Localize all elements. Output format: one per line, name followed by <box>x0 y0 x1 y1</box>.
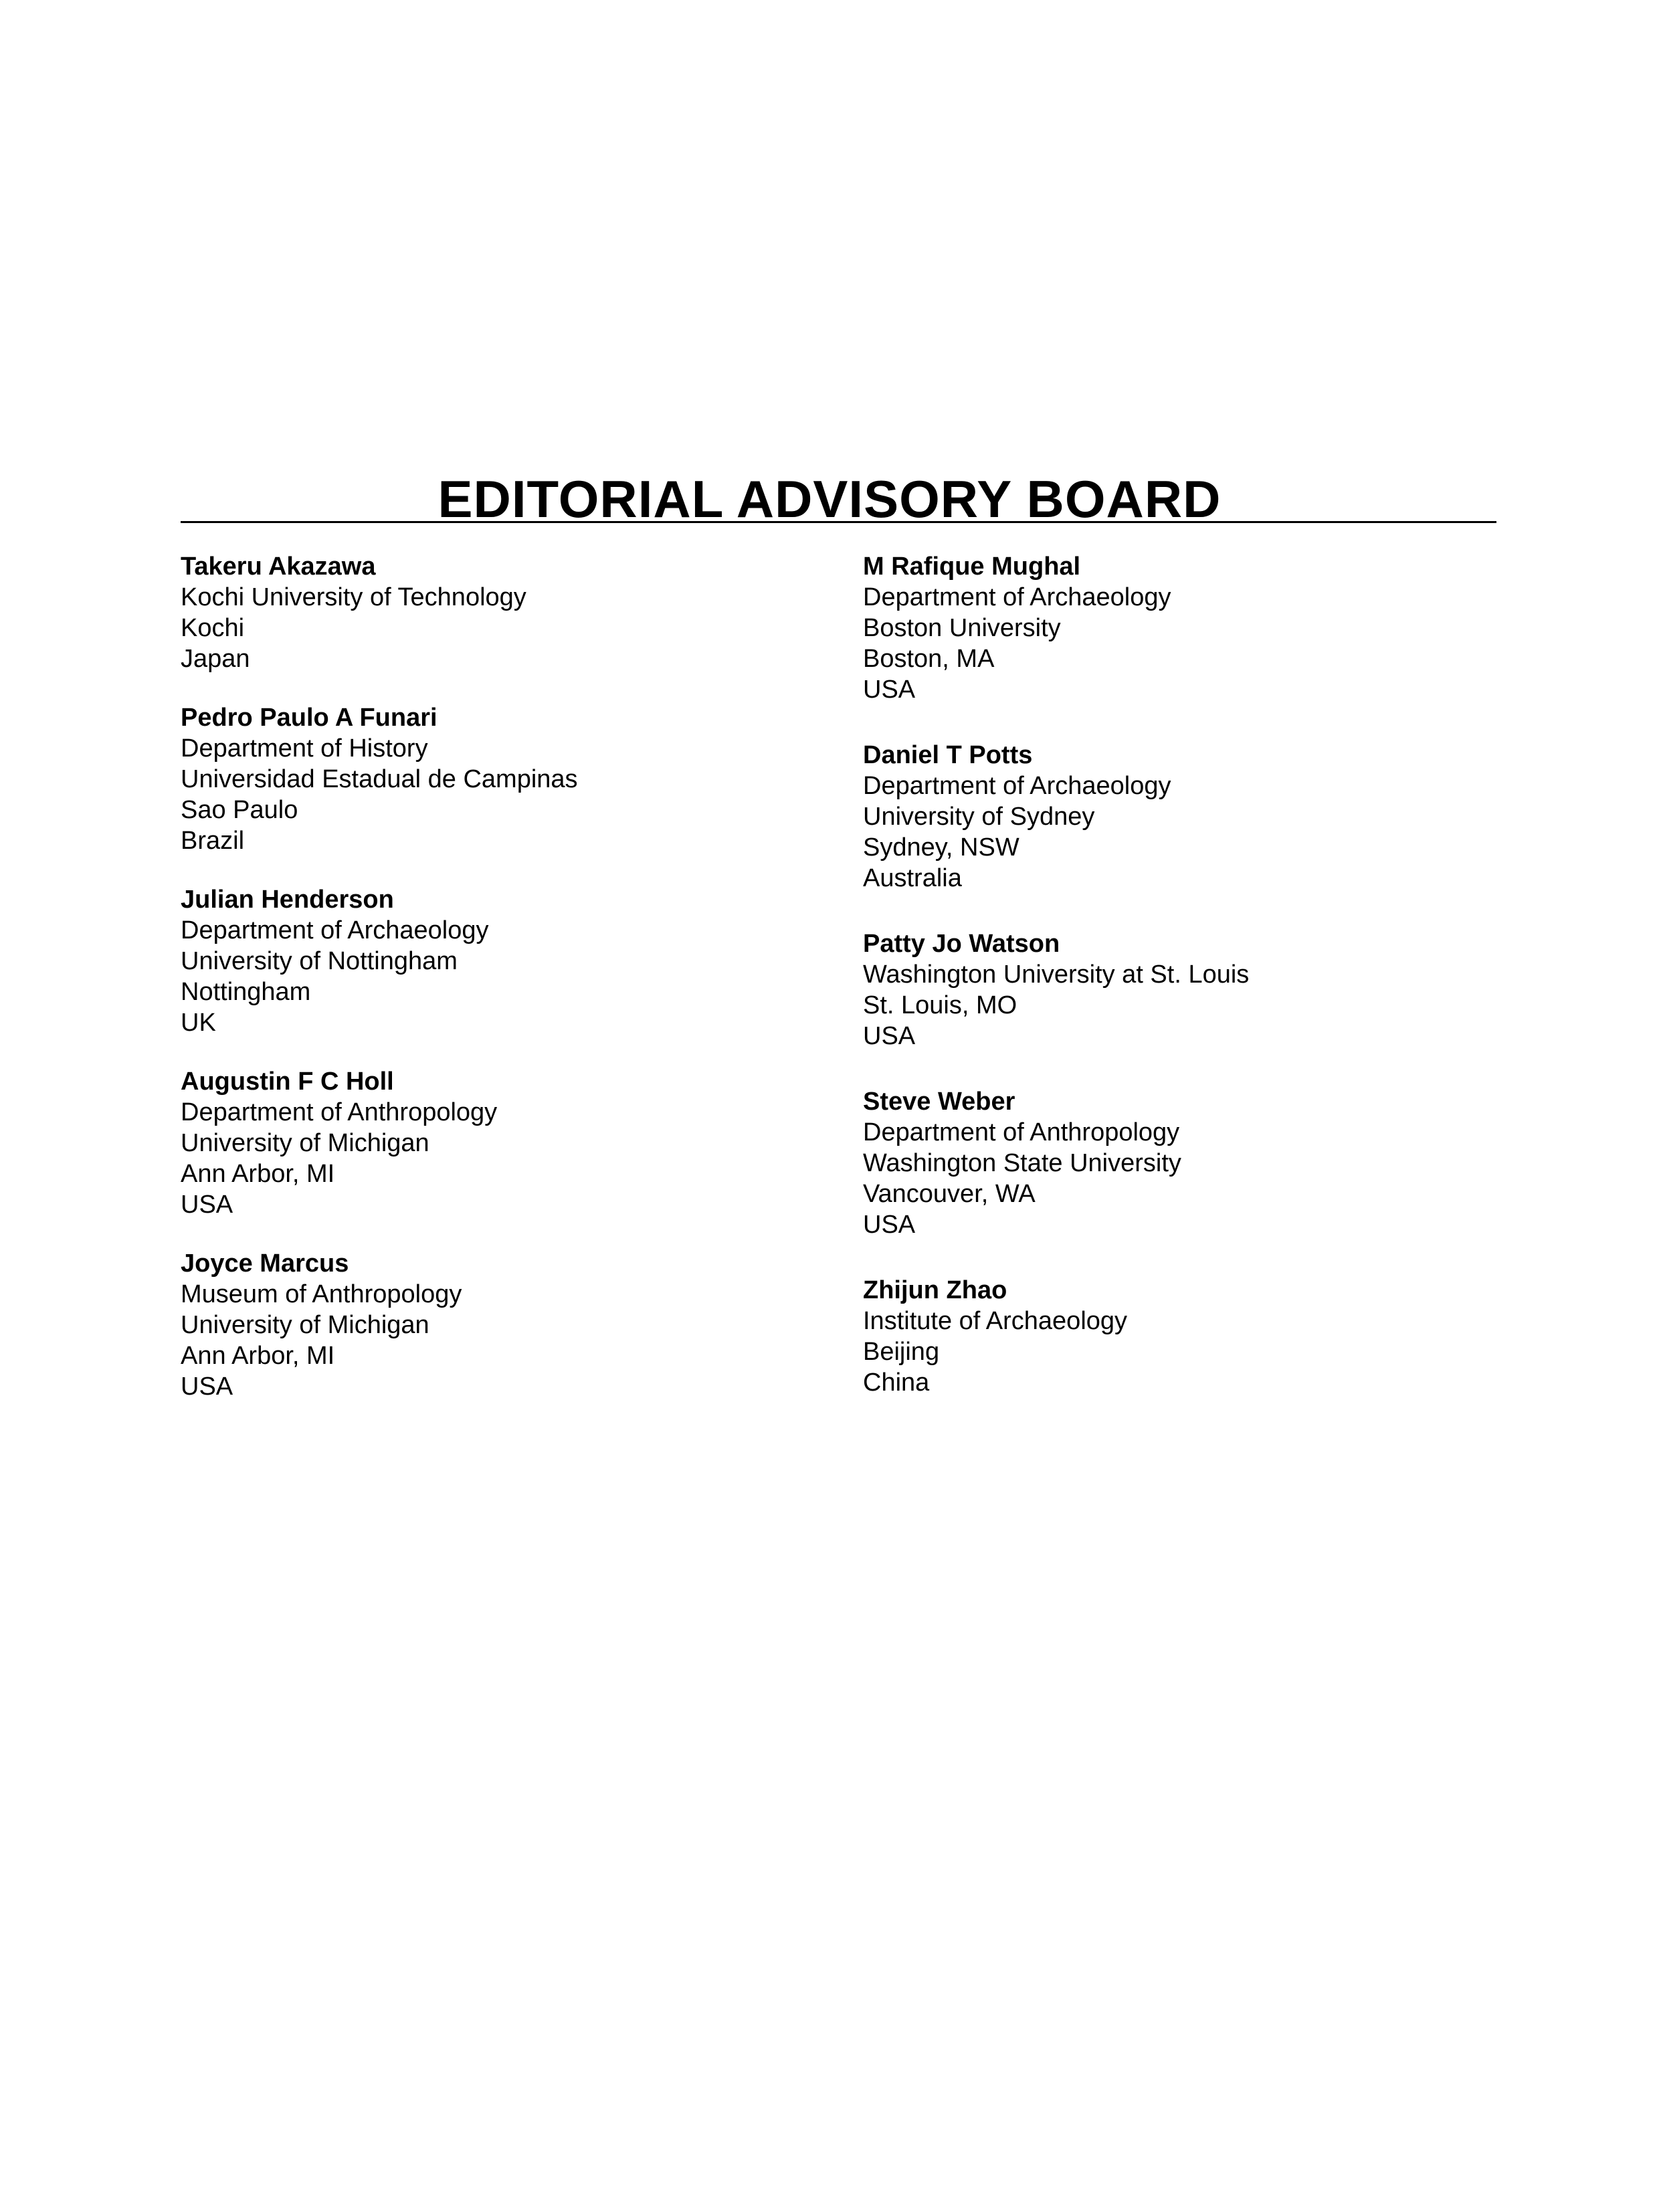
right-column <box>863 551 1519 1433</box>
member-name: Zhijun Zhao <box>863 1276 1007 1304</box>
member-name: Julian Henderson <box>181 886 394 914</box>
member-affiliation-line: University of Sydney <box>863 803 1095 831</box>
member-affiliation-line: Sydney, NSW <box>863 833 1019 862</box>
member-affiliation-line: UK <box>181 1009 216 1037</box>
board-member <box>181 551 836 674</box>
board-member <box>863 928 1519 1051</box>
board-member <box>181 702 836 856</box>
member-affiliation-line: Ann Arbor, MI <box>181 1160 335 1188</box>
member-affiliation-line: Beijing <box>863 1338 940 1366</box>
board-member <box>863 551 1519 705</box>
member-affiliation-line: University of Michigan <box>181 1311 429 1339</box>
member-affiliation-line: Brazil <box>181 827 245 855</box>
member-affiliation-line: University of Nottingham <box>181 947 458 975</box>
member-name: Joyce Marcus <box>181 1249 349 1278</box>
member-affiliation-line: Nottingham <box>181 978 311 1006</box>
member-affiliation-line: USA <box>863 676 916 704</box>
member-affiliation-line: Washington University at St. Louis <box>863 961 1250 989</box>
member-affiliation-line: Department of Anthropology <box>181 1098 498 1126</box>
member-name: Takeru Akazawa <box>181 552 376 581</box>
member-affiliation-line: Department of History <box>181 734 428 763</box>
member-name: Steve Weber <box>863 1088 1015 1116</box>
board-member <box>863 1086 1519 1240</box>
member-name: Daniel T Potts <box>863 741 1033 769</box>
board-member <box>863 1275 1519 1398</box>
member-affiliation-line: Department of Archaeology <box>863 772 1171 800</box>
board-member <box>181 884 836 1038</box>
member-affiliation-line: Boston, MA <box>863 645 995 673</box>
member-affiliation-line: Institute of Archaeology <box>863 1307 1128 1335</box>
member-affiliation-line: Kochi <box>181 614 245 642</box>
member-affiliation-line: Museum of Anthropology <box>181 1280 462 1308</box>
member-affiliation-line: Ann Arbor, MI <box>181 1342 335 1370</box>
board-member <box>863 740 1519 894</box>
title-divider <box>181 521 1496 523</box>
member-affiliation-line: Universidad Estadual de Campinas <box>181 765 578 793</box>
member-affiliation-line: USA <box>863 1022 916 1050</box>
member-affiliation-line: Washington State University <box>863 1149 1181 1177</box>
member-affiliation-line: Australia <box>863 864 962 892</box>
member-affiliation-line: China <box>863 1369 930 1397</box>
member-affiliation-line: Department of Anthropology <box>863 1118 1180 1146</box>
member-affiliation-line: Vancouver, WA <box>863 1180 1036 1208</box>
member-affiliation-line: Boston University <box>863 614 1061 642</box>
page-title: EDITORIAL ADVISORY BOARD <box>437 470 1222 529</box>
board-member <box>181 1066 836 1220</box>
member-name: M Rafique Mughal <box>863 552 1081 581</box>
member-affiliation-line: Department of Archaeology <box>181 916 489 944</box>
member-name: Augustin F C Holl <box>181 1068 394 1096</box>
member-affiliation-line: Sao Paulo <box>181 796 298 824</box>
left-column <box>181 551 836 1430</box>
member-name: Patty Jo Watson <box>863 930 1060 958</box>
member-affiliation-line: University of Michigan <box>181 1129 429 1157</box>
member-affiliation-line: St. Louis, MO <box>863 991 1017 1019</box>
member-affiliation-line: Kochi University of Technology <box>181 583 526 611</box>
board-member <box>181 1248 836 1402</box>
member-name: Pedro Paulo A Funari <box>181 704 437 732</box>
member-affiliation-line: Japan <box>181 645 250 673</box>
member-affiliation-line: USA <box>863 1211 916 1239</box>
member-affiliation-line: USA <box>181 1191 233 1219</box>
member-affiliation-line: Department of Archaeology <box>863 583 1171 611</box>
member-affiliation-line: USA <box>181 1373 233 1401</box>
